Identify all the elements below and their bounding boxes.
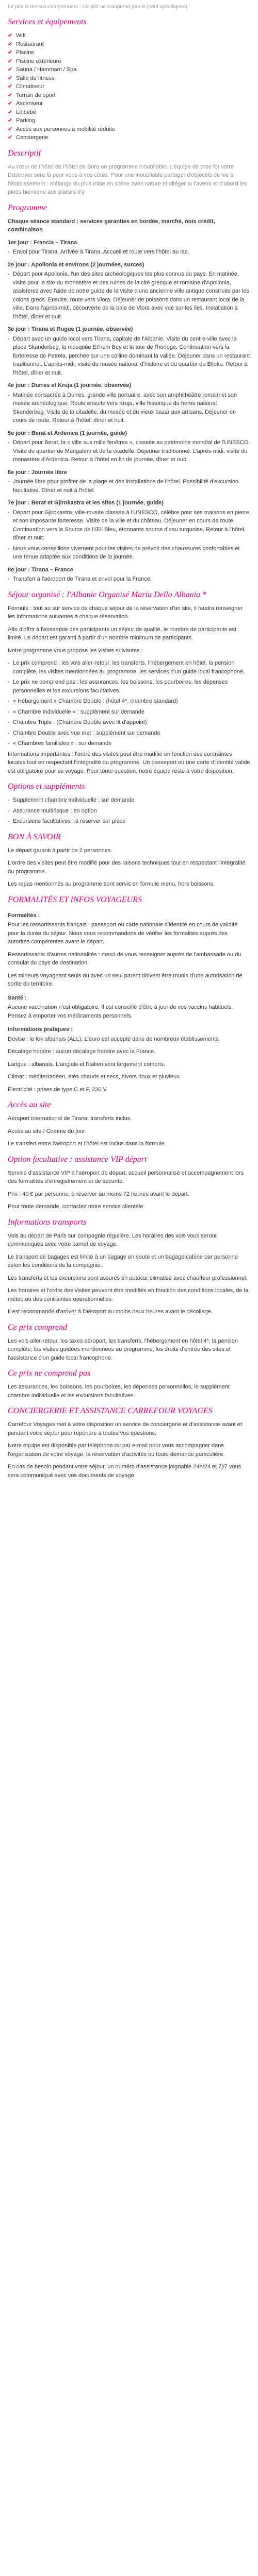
description-title: Descriptif	[8, 148, 41, 158]
service-label: Sauna / Hammam / Spa	[16, 66, 77, 73]
bon-p2: L'ordre des visites peut être modifié pour des raisons techniques tout en respectant l'intégralité du programme.	[8, 860, 246, 875]
conciergerie-title: CONCIERGERIE ET ASSISTANCE CARREFOUR VOYAGES	[8, 1406, 213, 1415]
conciergerie-p3: En cas de besoin pendant votre séjour, un numéro d'assistance joignable 24h/24 et 7j/7 vous sera communiqué avec vos documents de voyage.	[8, 1464, 241, 1479]
check-icon: ✔	[8, 100, 13, 107]
option-item: - Excursions facultatives : à réserver sur place	[8, 817, 250, 826]
day-title: 1er jour : Francia – Tirana	[8, 239, 77, 246]
formula-p4: Informations importantes : l'ordre des visites peut être modifié en fonction des contraintes locales tout en respectant l'intégralité du programme. Un passeport ou une carte d'identité valide est obligatoire pour ce voyage. Pour toute question, notre équipe reste à votre disposition.	[8, 751, 250, 774]
programme-day	[8, 261, 250, 321]
service-item	[8, 74, 250, 83]
service-label: Accès aux personnes à mobilité réduite	[16, 126, 115, 132]
formalites-p3: Les mineurs voyageant seuls ou avec un seul parent doivent être munis d'une autorisation de sortie du territoire.	[8, 972, 243, 987]
check-icon: ✔	[8, 32, 13, 39]
formula-p1: Formule : tout au sur service de chaque séjour de la réservation d'un site, il faudra renseigner les informations suivantes à chaque réservation.	[8, 605, 243, 620]
formalites-title: FORMALITÉS ET INFOS VOYAGEURS	[8, 895, 142, 904]
formalites-p1: Pour les ressortissants français : passeport ou carte nationale d'identité en cours de validité pour la durée du séjour. Nous vous recommandons de vérifier les formalités auprès des autorités compétentes avant le départ.	[8, 922, 238, 945]
day-title: 5e jour : Berat et Ardenica (1 journée, guide)	[8, 430, 127, 436]
service-label: Restaurant	[16, 41, 44, 47]
intro-note: Le prix ci-dessus comprennent : Ce prix ne comprend pas le (sauf specifiques)	[8, 4, 187, 10]
cepas-title: Ce prix ne comprend pas	[8, 1369, 91, 1378]
service-label: Lit bébé	[16, 109, 37, 115]
formalites-sub1: Formalités :	[8, 912, 40, 919]
day-text: - Transfert à l'aéroport de Tirana et envol pour la France.	[8, 575, 250, 584]
formalites-p7: Langue : albanais. L'anglais et l'italien sont largement compris.	[8, 1061, 166, 1067]
service-item	[8, 91, 250, 100]
programme-title: Programme	[8, 203, 47, 212]
formalites-p2: Ressortissants d'autres nationalités : merci de vous renseigner auprès de l'ambassade ou du consulat du pays de destination.	[8, 951, 241, 966]
formalites-p9: Électricité : prises de type C et F, 230 V.	[8, 1086, 108, 1093]
day-text: - Envol pour Tirana. Arrivée à Tirana. Accueil et route vers l'hôtel au lac.	[8, 248, 250, 257]
programme-intro: Chaque séance standard : services garanties en bordée, marché, noix crédit, combinaison	[8, 218, 215, 233]
infos-p1: Vols au départ de Paris sur compagnie régulière. Les horaires des vols vous seront communiqués avec votre carnet de voyage.	[8, 1232, 217, 1247]
check-icon: ✔	[8, 75, 13, 81]
options-list	[8, 796, 250, 826]
check-icon: ✔	[8, 49, 13, 56]
assistance-p2: Prix : 40 € par personne, à réserver au moins 72 heures avant le départ.	[8, 1191, 189, 1197]
acces-p2: Accès au site / Comme du jour	[8, 1128, 85, 1134]
programme-day	[8, 381, 250, 425]
formalites-p5: Devise : le lek albanais (ALL). L'euro est accepté dans de nombreux établissements.	[8, 1036, 220, 1042]
assistance-p1: Service d'assistance VIP à l'aéroport de départ, accueil personnalisé et accompagnement lors des formalités d'enregistrement et de sécurité.	[8, 1170, 244, 1184]
service-label: Conciergerie	[16, 134, 49, 141]
day-text: - Départ pour Gjirokastra, ville-musée classée à l'UNESCO, célèbre pour ses maisons en pierre et son imposante forteresse. Visite de la ville et du château. Déjeuner en cours de route. Continuation vers la Source de l'Œil Bleu, étonnante source d'eau turquoise. Retour à l'hôtel, dîner et nuit.	[8, 509, 250, 543]
infos-p4: Les horaires et l'ordre des visites peuvent être modifiés en fonction des conditions locales, de la météo ou des contraintes opérationnelles.	[8, 1287, 249, 1302]
description-text: Au cœur de l'hôtel de l'hôtel de Bora un programme inoubliable. L'équipe de pros for votre Dastroyer sera là pour vous à vos côtés. Pour une inoubliable partager d'objectifs de vie à l'établissement : mélange du plus mise en scène avec nature et alléger tu l'avenir et d'abord les pieds bienvenu aux plaisirs d'y.	[8, 163, 247, 195]
service-item	[8, 82, 250, 91]
ceprix-p1: Les vols aller-retour, les taxes aéroport, les transferts, l'hébergement en hôtel 4*, la pension complète, les visites guidées mentionnées au programme, les droits d'entrée des sites et l'assistance d'un guide local francophone.	[8, 1337, 238, 1361]
service-label: Salle de fitness	[16, 75, 55, 81]
formula-bullet: - Le prix ne comprend pas : les assurances, les boissons, les pourboires, les dépenses personnelles et les excursions facultatives.	[8, 678, 250, 695]
check-icon: ✔	[8, 83, 13, 90]
services-list	[8, 31, 250, 142]
day-text: - Départ avec un guide local vers Tirana, capitale de l'Albanie. Visite du centre-ville avec la place Skanderbeg, la mosquée Et'hem Bey et la tour de l'horloge. Continuation vers la forteresse de Petrela, perchée sur une colline dominant la vallée. Déjeuner dans un restaurant traditionnel. L'après-midi, visite du musée national d'histoire et du quartier du Blloku. Retour à l'hôtel, dîner et nuit.	[8, 335, 250, 378]
day-title: 8e jour : Tirana – France	[8, 566, 73, 573]
service-label: Parking	[16, 117, 36, 124]
infos-p3: Les transferts et les excursions sont assurés en autocar climatisé avec chauffeur professionnel.	[8, 1275, 248, 1281]
conciergerie-p2: Notre équipe est disponible par téléphone ou par e-mail pour vous accompagner dans l'organisation de votre voyage, la réservation d'activités ou toute demande particulière.	[8, 1443, 225, 1458]
formalites-p6: Décalage horaire : aucun décalage horaire avec la France.	[8, 1048, 156, 1055]
acces-p3: Le transfert entre l'aéroport et l'hôtel est inclus dans la formule.	[8, 1141, 166, 1147]
service-item	[8, 108, 250, 117]
formula-bullet: - Chambre Triple : (Chambre Double avec lit d'appoint)	[8, 718, 250, 727]
programme-day	[8, 429, 250, 464]
service-item	[8, 133, 250, 142]
service-label: Terrain de sport	[16, 92, 56, 98]
programme-days	[8, 239, 250, 584]
service-item	[8, 48, 250, 57]
cepas-p1: Les assurances, les boissons, les pourboires, les dépenses personnelles, le supplément chambre individuelle et les excursions facultatives.	[8, 1384, 230, 1399]
service-label: Piscine extérieure	[16, 58, 61, 64]
formula-bullet: - « Chambre Individuelle » : supplément sur demande	[8, 708, 250, 717]
infos-p2: Le transport de bagages est limité à un bagage en soute et un bagage cabine par personne selon les conditions de la compagnie.	[8, 1253, 238, 1268]
service-label: Climatiseur	[16, 83, 45, 90]
service-item	[8, 116, 250, 125]
check-icon: ✔	[8, 126, 13, 132]
formalites-sub2: Santé :	[8, 994, 27, 1001]
bon-p1: Le départ garanti à partir de 2 personnes.	[8, 847, 112, 854]
service-item	[8, 65, 250, 74]
programme-day	[8, 468, 250, 495]
infos-p5: Il est recommandé d'arriver à l'aéroport au moins deux heures avant le décollage.	[8, 1309, 213, 1315]
formula-p3: Notre programme vous propose les visites suivantes :	[8, 647, 143, 654]
service-item	[8, 125, 250, 134]
service-item	[8, 40, 250, 49]
formalites-sub3: Informations pratiques :	[8, 1026, 73, 1032]
formalites-p8: Climat : méditerranéen, étés chauds et secs, hivers doux et pluvieux.	[8, 1074, 181, 1080]
service-item	[8, 31, 250, 40]
check-icon: ✔	[8, 66, 13, 73]
acces-p1: Aéroport international de Tirana, transferts inclus.	[8, 1115, 132, 1122]
conciergerie-p1: Carrefour Voyages met à votre disposition un service de conciergerie et d'assistance avant et pendant votre séjour pour répondre à toutes vos questions.	[8, 1421, 242, 1436]
formula-bullet: - Le prix comprend : les vols aller-retour, les transferts, l'hébergement en hôtel, la pension complète, les visites mentionnées au programme, les services d'un guide local francophone.	[8, 659, 250, 676]
formula-bullet: - Chambre Double avec vue mer : supplément sur demande	[8, 729, 250, 738]
bon-p3: Les repas mentionnés au programme sont servis en formule menu, hors boissons.	[8, 881, 215, 887]
check-icon: ✔	[8, 117, 13, 124]
day-text: - Départ pour Apollonia, l'un des sites archéologiques les plus connus du pays. En matinée, visite pour le site du monastère et des ruines de la cité grecque et romaine d'Apollonia, assisterez avec l'aide de notre guide de la visite d'une ancienne ville antique construite par les colons grecs. Ensuite, route vers Vlora. Déjeuner de poissons dans un restaurant local de la ville. Dans l'après-midi, découverte de la baie de Vlora avec vue sur les îles. Installation à l'hôtel, dîner et nuit.	[8, 270, 250, 321]
service-item	[8, 57, 250, 66]
service-item	[8, 99, 250, 108]
services-title: Services et équipements	[8, 18, 87, 26]
day-text: - Journée libre pour profiter de la plage et des installations de l'hôtel. Possibilité d'excursion facultative. Dîner et nuit à l'hôtel.	[8, 478, 250, 495]
infos-title: Informations transports	[8, 1217, 87, 1227]
formalites-p4: Aucune vaccination n'est obligatoire. Il est conseillé d'être à jour de vos vaccins habituels. Pensez à emporter vos médicaments personnels.	[8, 1004, 233, 1019]
formula-bullet: - « Hébergement » Chambre Double : (hôtel 4*, chambre standard)	[8, 697, 250, 706]
options-title: Options et suppléments	[8, 782, 85, 791]
formula-bullet: - « Chambres familiales » : sur demande	[8, 739, 250, 748]
service-label: Ascenseur	[16, 100, 43, 107]
check-icon: ✔	[8, 109, 13, 115]
ceprix-title: Ce prix comprend	[8, 1323, 67, 1332]
day-title: 6e jour : Journée libre	[8, 469, 67, 476]
check-icon: ✔	[8, 134, 13, 141]
day-text: - Nous vous conseillons vivement pour les visites de prévoir des chaussures confortables et une tenue adaptée aux conditions de la journée.	[8, 545, 250, 562]
check-icon: ✔	[8, 58, 13, 64]
programme-day	[8, 325, 250, 377]
assistance-p3: Pour toute demande, contactez notre service clientèle.	[8, 1204, 145, 1210]
service-label: Wifi	[16, 32, 26, 39]
day-text: - Départ pour Berat, la « ville aux mille fenêtres », classée au patrimoine mondial de l'UNESCO. Visite du quartier de Mangalem et de la citadelle. Déjeuner traditionnel. L'après-midi, visite du monastère d'Ardenica. Retour à l'hôtel en fin de journée, dîner et nuit.	[8, 438, 250, 464]
formula-p2: Afin d'offrir à l'ensemble des participants un séjour de qualité, le nombre de participants est limité. Le départ est garanti à partir d'un nombre minimum de participants.	[8, 626, 237, 641]
day-title: 2e jour : Apollonia et environs (2 journées, surces)	[8, 261, 144, 268]
programme-day	[8, 566, 250, 584]
formula-title: Séjour organisé : l'Albanie Organisé Maria Dello Albania *	[8, 590, 207, 599]
option-item: - Supplément chambre individuelle : sur demande	[8, 796, 250, 805]
acces-title: Accès au site	[8, 1100, 51, 1109]
service-label: Piscine	[16, 49, 35, 56]
check-icon: ✔	[8, 92, 13, 98]
check-icon: ✔	[8, 41, 13, 47]
bon-title: BON À SAVOIR	[8, 832, 61, 841]
formula-bullets	[8, 659, 250, 748]
day-text: - Matinée consacrée à Durres, grande ville portuaire, avec son amphithéâtre romain et son musée archéologique. Route ensuite vers Kruja, ville historique du héros national Skanderbeg. Visite de la citadelle, du musée et du vieux bazar aux artisans. Déjeuner en cours de route. Retour à l'hôtel, dîner et nuit.	[8, 391, 250, 425]
day-title: 7e jour : Berat et Gjirokastra et les sites (1 journée, guide)	[8, 500, 164, 506]
day-title: 3e jour : Tirana et Rugue (1 journée, observée)	[8, 326, 133, 332]
programme-day	[8, 239, 250, 257]
programme-day	[8, 499, 250, 562]
option-item: - Assurance multirisque : en option	[8, 807, 250, 816]
assistance-title: Option facultative : assistance VIP départ	[8, 1155, 147, 1164]
day-title: 4e jour : Durres et Kruja (1 journée, observée)	[8, 382, 132, 388]
